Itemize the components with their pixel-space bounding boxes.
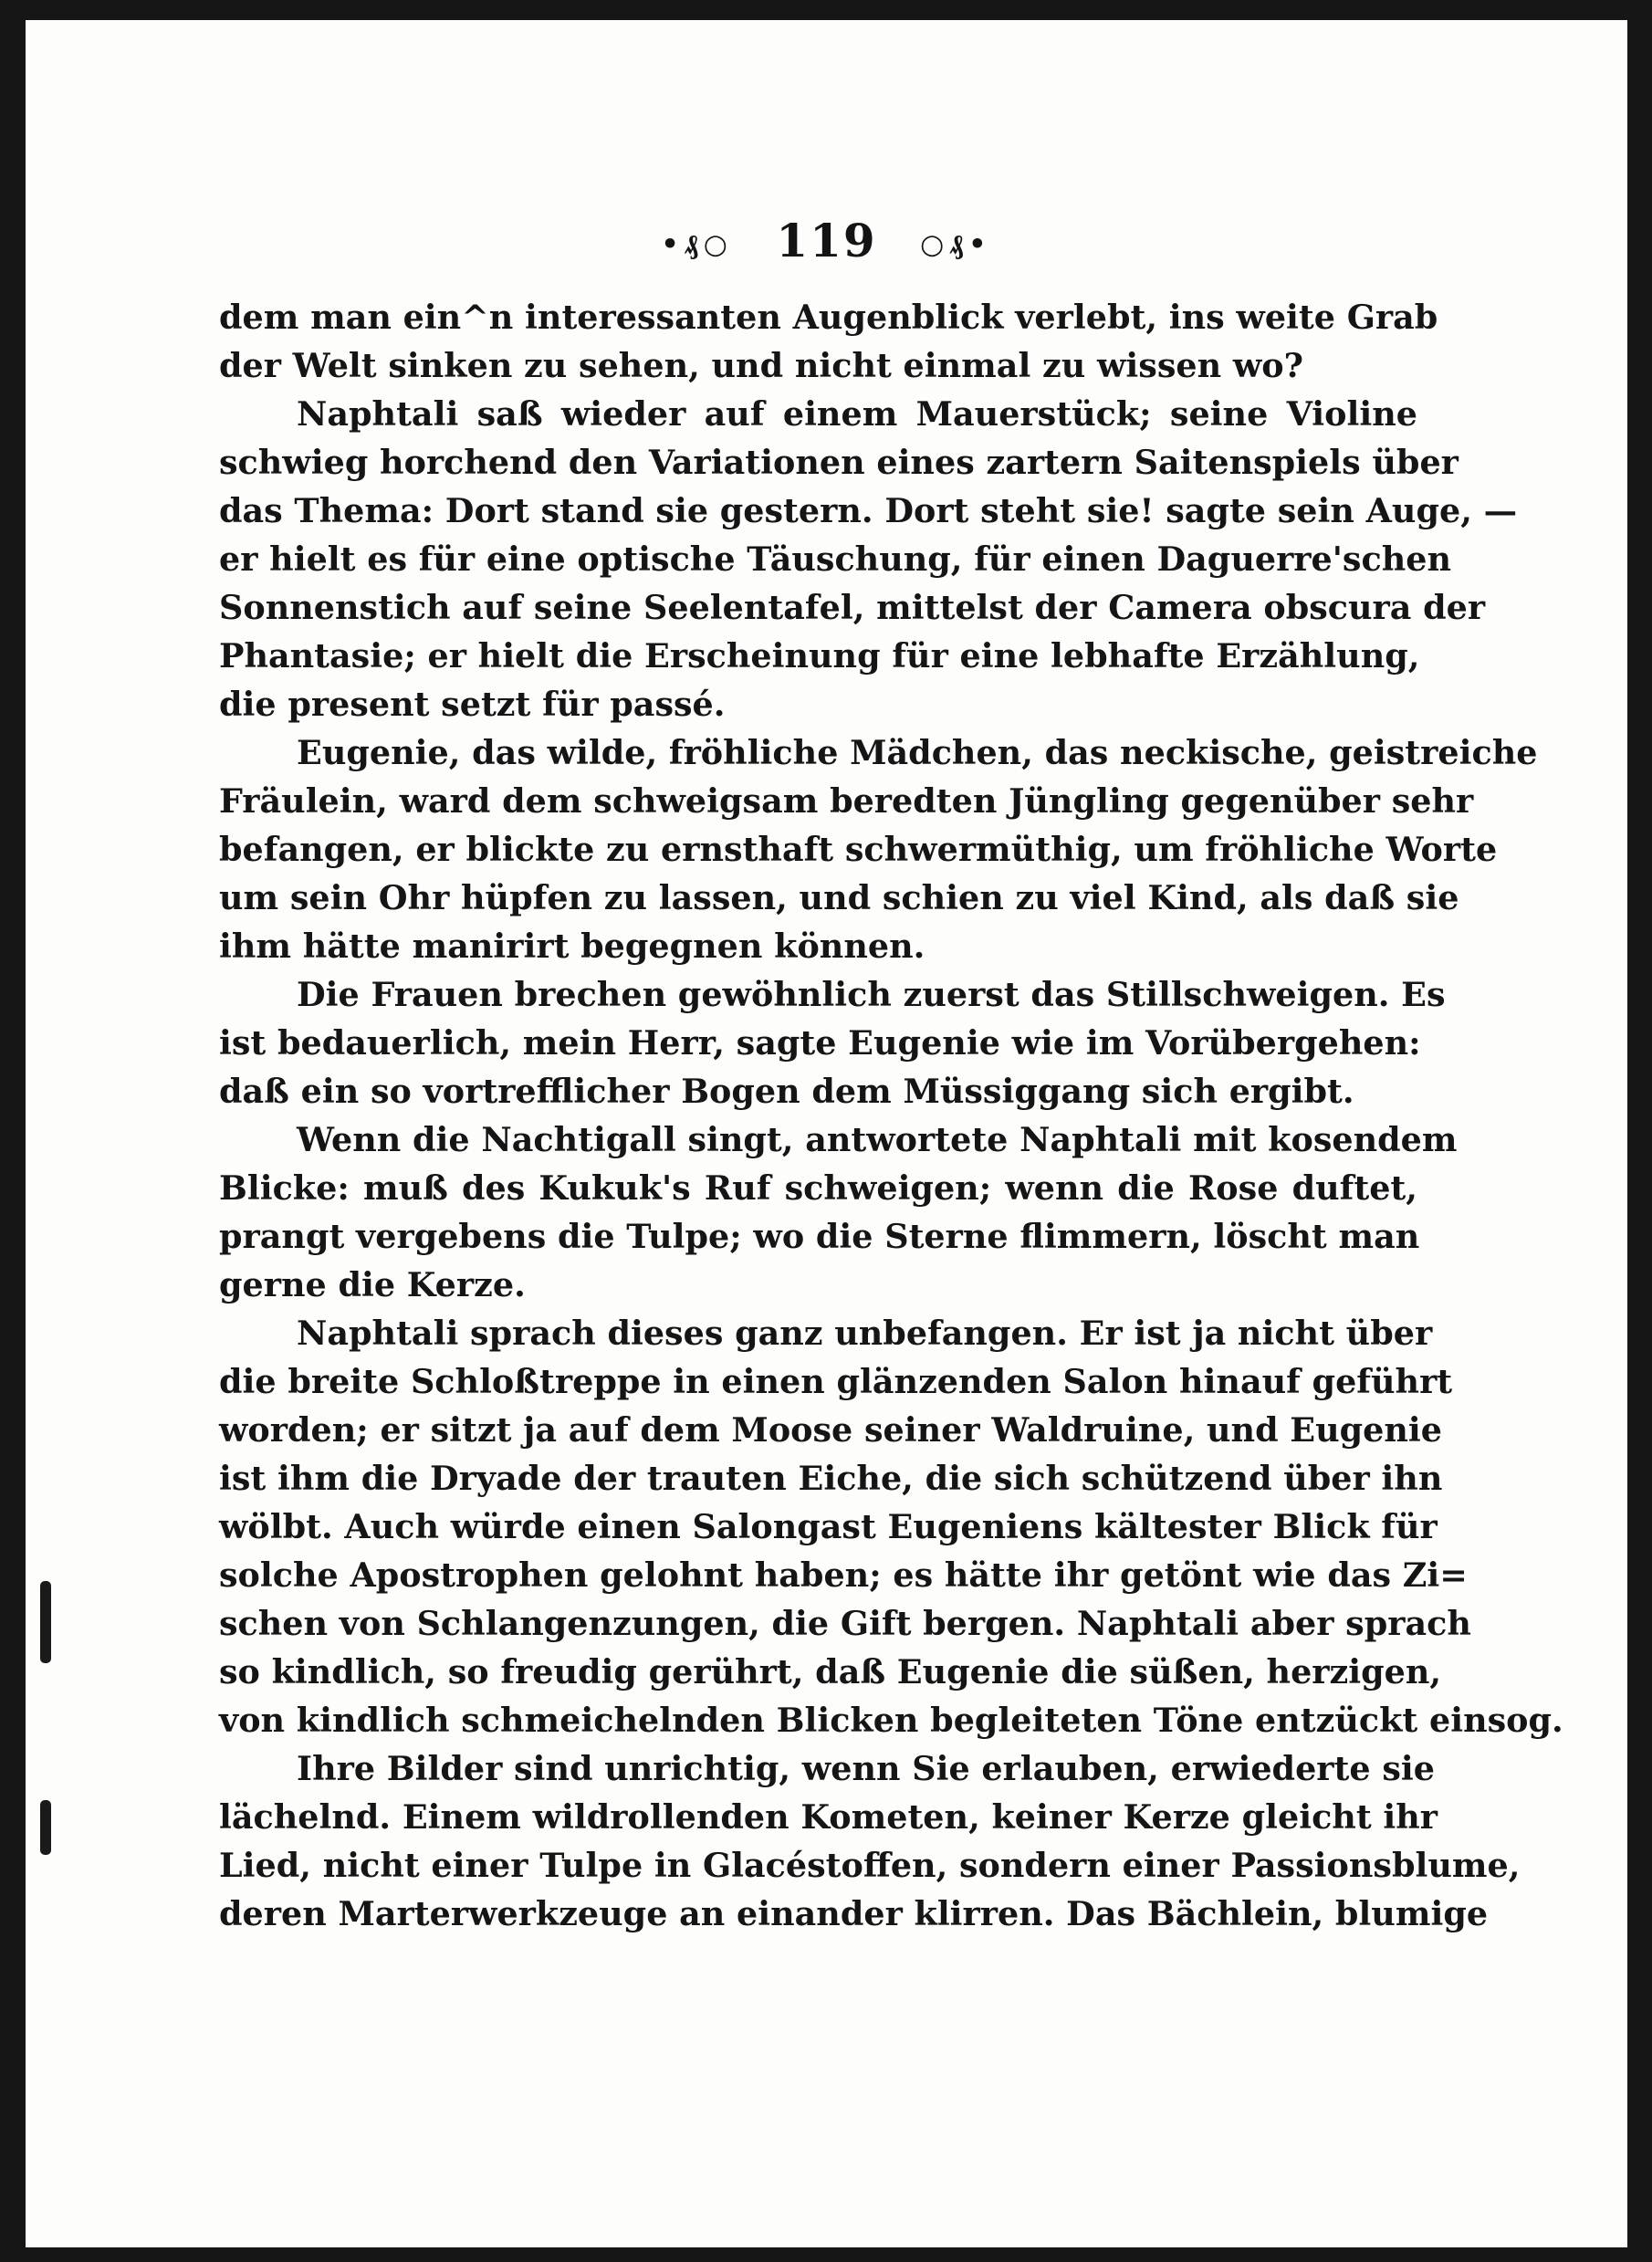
text-line: die breite Schloßtreppe in einen glänzenden Salon hinauf geführt xyxy=(219,1362,1453,1401)
text-line: Blicke: muß des Kukuk's Ruf schweigen; wenn die Rose duftet, xyxy=(219,1168,1417,1208)
page-header xyxy=(26,214,1627,267)
header-ornament-right: ○₰• xyxy=(920,228,992,261)
text-line: wölbt. Auch würde einen Salongast Eugeniens kältester Blick für xyxy=(219,1507,1438,1546)
text-line: ihm hätte manirirt begegnen können. xyxy=(219,927,925,966)
text-line: deren Marterwerkzeuge an einander klirren. Das Bächlein, blumige xyxy=(219,1894,1489,1933)
text-line: dem man ein^n interessanten Augenblick verlebt, ins weite Grab xyxy=(219,298,1438,337)
text-line: worden; er sitzt ja auf dem Moose seiner Waldruine, und Eugenie xyxy=(219,1410,1443,1450)
text-line: Fräulein, ward dem schweigsam beredten Jüngling gegenüber sehr xyxy=(219,781,1474,821)
text-line: Naphtali saß wieder auf einem Mauerstück; seine Violine xyxy=(297,394,1417,434)
text-line: ist bedauerlich, mein Herr, sagte Eugenie wie im Vorübergehen: xyxy=(219,1023,1421,1063)
page-number: 119 xyxy=(776,214,877,267)
text-line: schwieg horchend den Variationen eines zartern Saitenspiels über xyxy=(219,443,1459,482)
header-ornament-left: •₰○ xyxy=(661,228,733,261)
text-line: er hielt es für eine optische Täuschung, für einen Daguerre'schen xyxy=(219,539,1452,579)
text-line: Naphtali sprach dieses ganz unbefangen. Er ist ja nicht über xyxy=(297,1314,1433,1353)
text-line: die present setzt für passé. xyxy=(219,685,726,724)
text-line: befangen, er blickte zu ernsthaft schwermüthig, um fröhliche Worte xyxy=(219,830,1498,869)
text-line: so kindlich, so freudig gerührt, daß Eugenie die süßen, herzigen, xyxy=(219,1652,1442,1691)
binding-mark-lower xyxy=(40,1800,51,1855)
text-line: ist ihm die Dryade der trauten Eiche, die sich schützend über ihn xyxy=(219,1459,1443,1498)
text-line: das Thema: Dort stand sie gestern. Dort steht sie! sagte sein Auge, — xyxy=(219,491,1518,530)
text-line: Die Frauen brechen gewöhnlich zuerst das Stillschweigen. Es xyxy=(297,975,1446,1014)
text-line: Sonnenstich auf seine Seelentafel, mittelst der Camera obscura der xyxy=(219,588,1486,627)
text-line: um sein Ohr hüpfen zu lassen, und schien zu viel Kind, als daß sie xyxy=(219,878,1459,917)
text-line: Phantasie; er hielt die Erscheinung für eine lebhafte Erzählung, xyxy=(219,636,1420,675)
text-line: Lied, nicht einer Tulpe in Glacéstoffen, sondern einer Passionsblume, xyxy=(219,1846,1521,1885)
text-line: prangt vergebens die Tulpe; wo die Sterne flimmern, löscht man xyxy=(219,1217,1420,1256)
text-line: Ihre Bilder sind unrichtig, wenn Sie erlauben, erwiederte sie xyxy=(297,1749,1435,1788)
text-line: daß ein so vortrefflicher Bogen dem Müssiggang sich ergibt. xyxy=(219,1072,1354,1111)
binding-mark-upper xyxy=(40,1581,51,1663)
text-line: solche Apostrophen gelohnt haben; es hätte ihr getönt wie das Zi= xyxy=(219,1555,1468,1595)
text-line: gerne die Kerze. xyxy=(219,1265,526,1304)
text-line: von kindlich schmeichelnden Blicken begleiteten Töne entzückt einsog. xyxy=(219,1701,1563,1740)
text-line: lächelnd. Einem wildrollenden Kometen, keiner Kerze gleicht ihr xyxy=(219,1797,1438,1837)
text-line: Wenn die Nachtigall singt, antwortete Naphtali mit kosendem xyxy=(297,1120,1458,1159)
text-line: schen von Schlangenzungen, die Gift bergen. Naphtali aber sprach xyxy=(219,1604,1471,1643)
book-page xyxy=(26,20,1627,2247)
text-line: Eugenie, das wilde, fröhliche Mädchen, das neckische, geistreiche xyxy=(297,733,1538,772)
text-line: der Welt sinken zu sehen, und nicht einmal zu wissen wo? xyxy=(219,346,1303,385)
